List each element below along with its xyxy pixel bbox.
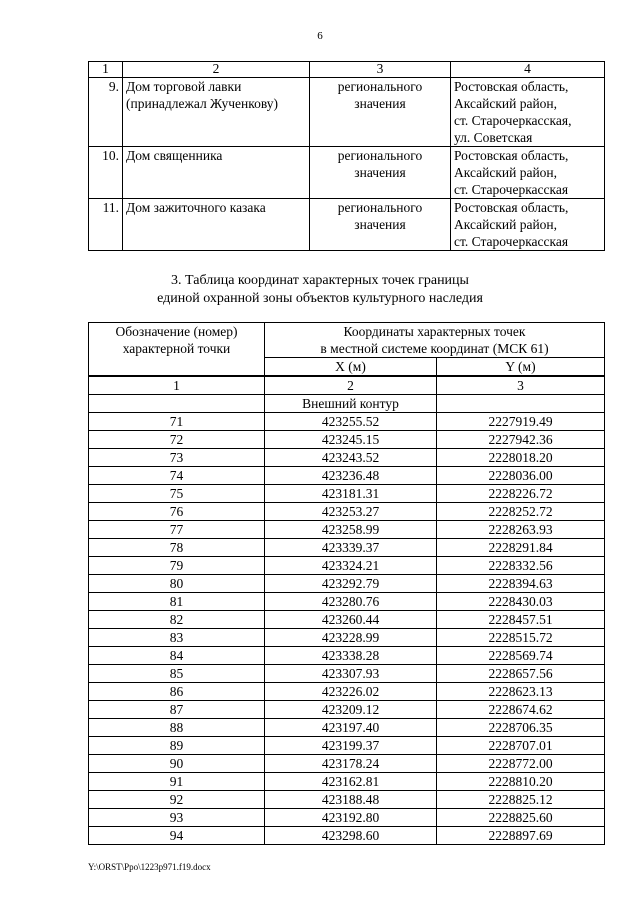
point-number: 92 [89,791,265,809]
y-coordinate: 2228825.60 [437,809,605,827]
point-number: 87 [89,701,265,719]
object-name: Дом торговой лавки (принадлежал Жученкову) [123,78,310,147]
x-coordinate: 423243.52 [265,449,437,467]
point-number: 84 [89,647,265,665]
y-coordinate: 2228515.72 [437,629,605,647]
x-coordinate: 423181.31 [265,485,437,503]
point-number: 85 [89,665,265,683]
coordinate-row [89,665,605,683]
point-number: 88 [89,719,265,737]
point-number: 73 [89,449,265,467]
coordinate-row [89,521,605,539]
point-number: 79 [89,557,265,575]
objects-table [88,61,605,251]
point-id-header: Обозначение (номер) характерной точки [89,323,265,377]
header-cell: 1 [89,62,123,78]
point-number: 71 [89,413,265,431]
point-number: 74 [89,467,265,485]
y-coordinate: 2228263.93 [437,521,605,539]
coordinate-row [89,629,605,647]
coordinate-row [89,611,605,629]
y-coordinate: 2228226.72 [437,485,605,503]
coordinate-row [89,647,605,665]
column-number: 1 [89,376,265,395]
object-number: 9. [89,78,123,147]
x-header: X (м) [265,358,437,377]
y-coordinate: 2228674.62 [437,701,605,719]
y-coordinate: 2227942.36 [437,431,605,449]
x-coordinate: 423192.80 [265,809,437,827]
point-number: 90 [89,755,265,773]
object-number: 10. [89,147,123,199]
coordinate-row [89,791,605,809]
object-number: 11. [89,199,123,251]
point-number: 83 [89,629,265,647]
point-number: 82 [89,611,265,629]
y-coordinate: 2228706.35 [437,719,605,737]
x-coordinate: 423188.48 [265,791,437,809]
x-coordinate: 423245.15 [265,431,437,449]
coordinate-row [89,431,605,449]
y-coordinate: 2228569.74 [437,647,605,665]
object-significance: регионального значения [310,199,451,251]
object-address: Ростовская область, Аксайский район, ст. Старочеркасская, ул. Советская [451,78,605,147]
coordinate-row [89,737,605,755]
point-number: 72 [89,431,265,449]
point-number: 77 [89,521,265,539]
object-name: Дом зажиточного казака [123,199,310,251]
coordinate-row [89,449,605,467]
y-coordinate: 2228018.20 [437,449,605,467]
object-row [89,147,605,199]
x-coordinate: 423236.48 [265,467,437,485]
point-number: 81 [89,593,265,611]
y-coordinate: 2228897.69 [437,827,605,845]
y-coordinate: 2228457.51 [437,611,605,629]
coordinate-row [89,413,605,431]
x-coordinate: 423199.37 [265,737,437,755]
point-number: 94 [89,827,265,845]
contour-label: Внешний контур [265,395,437,413]
object-significance: регионального значения [310,147,451,199]
point-number: 78 [89,539,265,557]
y-header: Y (м) [437,358,605,377]
point-number: 93 [89,809,265,827]
coordinate-row [89,575,605,593]
coordinate-row [89,557,605,575]
object-row [89,78,605,147]
y-coordinate: 2228036.00 [437,467,605,485]
y-coordinate: 2228291.84 [437,539,605,557]
coordinates-table [88,322,605,845]
x-coordinate: 423260.44 [265,611,437,629]
y-coordinate: 2228810.20 [437,773,605,791]
x-coordinate: 423226.02 [265,683,437,701]
x-coordinate: 423255.52 [265,413,437,431]
coordinate-row [89,683,605,701]
x-coordinate: 423280.76 [265,593,437,611]
x-coordinate: 423338.28 [265,647,437,665]
objects-table-header [89,62,605,78]
object-significance: регионального значения [310,78,451,147]
x-coordinate: 423162.81 [265,773,437,791]
y-coordinate: 2228772.00 [437,755,605,773]
y-coordinate: 2227919.49 [437,413,605,431]
point-number: 86 [89,683,265,701]
coordinate-row [89,593,605,611]
x-coordinate: 423339.37 [265,539,437,557]
coordinate-row [89,539,605,557]
x-coordinate: 423307.93 [265,665,437,683]
x-coordinate: 423197.40 [265,719,437,737]
coordinate-row [89,827,605,845]
file-path-footer: Y:\ORST\Ppo\1223p971.f19.docx [88,862,211,872]
coordinate-row [89,755,605,773]
point-number: 89 [89,737,265,755]
contour-row [89,395,605,413]
section-title: 3. Таблица координат характерных точек границы единой охранной зоны объектов культурного наследия [157,273,483,306]
y-coordinate: 2228252.72 [437,503,605,521]
coordinate-row [89,773,605,791]
coordinates-group-header: Координаты характерных точек в местной системе координат (МСК 61) [265,323,605,358]
coordinate-row [89,701,605,719]
column-number: 3 [437,376,605,395]
y-coordinate: 2228332.56 [437,557,605,575]
object-address: Ростовская область, Аксайский район, ст. Старочеркасская [451,199,605,251]
coordinate-row [89,467,605,485]
y-coordinate: 2228623.13 [437,683,605,701]
point-number: 91 [89,773,265,791]
x-coordinate: 423228.99 [265,629,437,647]
page-number: 6 [317,30,323,42]
header-cell: 2 [123,62,310,78]
coordinate-row [89,485,605,503]
column-numbers-row [89,376,605,395]
column-number: 2 [265,376,437,395]
x-coordinate: 423209.12 [265,701,437,719]
y-coordinate: 2228430.03 [437,593,605,611]
y-coordinate: 2228707.01 [437,737,605,755]
y-coordinate: 2228825.12 [437,791,605,809]
coordinate-row [89,809,605,827]
x-coordinate: 423292.79 [265,575,437,593]
point-number: 76 [89,503,265,521]
x-coordinate: 423324.21 [265,557,437,575]
coordinate-row [89,719,605,737]
coordinates-header-row [89,323,605,358]
point-number: 75 [89,485,265,503]
point-number: 80 [89,575,265,593]
y-coordinate: 2228394.63 [437,575,605,593]
object-row [89,199,605,251]
y-coordinate: 2228657.56 [437,665,605,683]
header-cell: 3 [310,62,451,78]
x-coordinate: 423258.99 [265,521,437,539]
object-address: Ростовская область, Аксайский район, ст. Старочеркасская [451,147,605,199]
x-coordinate: 423253.27 [265,503,437,521]
x-coordinate: 423298.60 [265,827,437,845]
object-name: Дом священника [123,147,310,199]
header-cell: 4 [451,62,605,78]
coordinate-row [89,503,605,521]
x-coordinate: 423178.24 [265,755,437,773]
